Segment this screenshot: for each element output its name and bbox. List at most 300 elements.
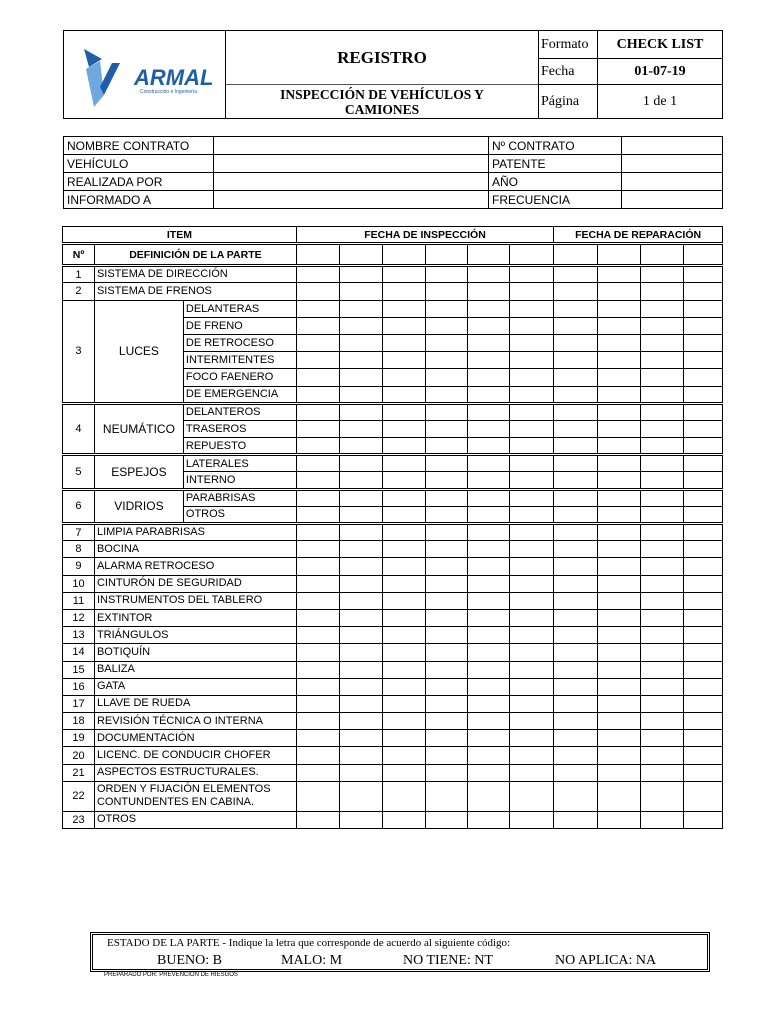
repair-cell[interactable] (683, 266, 722, 283)
repair-cell[interactable] (683, 386, 722, 403)
inspection-cell[interactable] (468, 627, 510, 644)
frecuencia-field[interactable] (622, 191, 723, 209)
repair-cell[interactable] (598, 678, 641, 695)
inspection-cell[interactable] (510, 352, 554, 369)
repair-cell[interactable] (554, 713, 598, 730)
repair-cell[interactable] (641, 524, 684, 541)
inspection-cell[interactable] (382, 334, 425, 351)
inspection-cell[interactable] (468, 781, 510, 811)
repair-cell[interactable] (554, 730, 598, 747)
inspection-cell[interactable] (510, 524, 554, 541)
inspection-cell[interactable] (382, 524, 425, 541)
repair-cell[interactable] (554, 438, 598, 455)
repair-cell[interactable] (641, 300, 684, 317)
repair-cell[interactable] (554, 627, 598, 644)
inspection-cell[interactable] (382, 420, 425, 437)
inspection-cell[interactable] (339, 627, 382, 644)
inspection-cell[interactable] (425, 334, 468, 351)
repair-cell[interactable] (554, 403, 598, 420)
inspection-cell[interactable] (468, 644, 510, 661)
inspection-cell[interactable] (468, 575, 510, 592)
inspection-cell[interactable] (296, 747, 339, 764)
inspection-cell[interactable] (339, 506, 382, 523)
inspection-cell[interactable] (296, 695, 339, 712)
repair-cell[interactable] (598, 811, 641, 828)
inspection-cell[interactable] (425, 472, 468, 489)
repair-cell[interactable] (683, 764, 722, 781)
inspection-cell[interactable] (296, 781, 339, 811)
inspection-cell[interactable] (425, 575, 468, 592)
repair-cell[interactable] (641, 730, 684, 747)
inspection-cell[interactable] (468, 592, 510, 609)
inspection-cell[interactable] (510, 695, 554, 712)
inspection-cell[interactable] (468, 455, 510, 472)
repair-cell[interactable] (641, 266, 684, 283)
inspection-cell[interactable] (339, 266, 382, 283)
patente-field[interactable] (622, 155, 723, 173)
inspection-cell[interactable] (510, 627, 554, 644)
repair-cell[interactable] (598, 781, 641, 811)
inspection-cell[interactable] (510, 472, 554, 489)
repair-cell[interactable] (598, 644, 641, 661)
repair-cell[interactable] (554, 592, 598, 609)
repair-cell[interactable] (598, 489, 641, 506)
inspection-cell[interactable] (296, 403, 339, 420)
inspection-cell[interactable] (296, 334, 339, 351)
inspection-cell[interactable] (425, 747, 468, 764)
inspection-cell[interactable] (382, 592, 425, 609)
inspection-cell[interactable] (382, 438, 425, 455)
inspection-cell[interactable] (296, 592, 339, 609)
repair-cell[interactable] (554, 369, 598, 386)
inspection-cell[interactable] (382, 695, 425, 712)
repair-cell[interactable] (641, 541, 684, 558)
repair-cell[interactable] (554, 811, 598, 828)
repair-cell[interactable] (598, 713, 641, 730)
realizada-por-field[interactable] (214, 173, 489, 191)
ano-field[interactable] (622, 173, 723, 191)
repair-cell[interactable] (554, 420, 598, 437)
inspection-cell[interactable] (510, 747, 554, 764)
repair-cell[interactable] (683, 575, 722, 592)
repair-cell[interactable] (641, 575, 684, 592)
repair-cell[interactable] (554, 644, 598, 661)
inspection-cell[interactable] (339, 369, 382, 386)
inspection-cell[interactable] (468, 283, 510, 300)
inspection-cell[interactable] (468, 609, 510, 626)
repair-cell[interactable] (683, 369, 722, 386)
inspection-cell[interactable] (339, 403, 382, 420)
repair-cell[interactable] (598, 266, 641, 283)
inspection-cell[interactable] (296, 489, 339, 506)
inspection-cell[interactable] (425, 730, 468, 747)
inspection-cell[interactable] (425, 283, 468, 300)
inspection-cell[interactable] (510, 283, 554, 300)
inspection-cell[interactable] (382, 781, 425, 811)
inspection-cell[interactable] (296, 386, 339, 403)
inspection-cell[interactable] (296, 506, 339, 523)
inspection-cell[interactable] (425, 558, 468, 575)
repair-cell[interactable] (554, 781, 598, 811)
inspection-cell[interactable] (382, 266, 425, 283)
inspection-cell[interactable] (296, 317, 339, 334)
inspection-cell[interactable] (425, 627, 468, 644)
repair-cell[interactable] (554, 541, 598, 558)
inspection-cell[interactable] (339, 713, 382, 730)
repair-cell[interactable] (683, 661, 722, 678)
inspection-cell[interactable] (296, 472, 339, 489)
repair-cell[interactable] (554, 386, 598, 403)
inspection-cell[interactable] (510, 455, 554, 472)
inspection-cell[interactable] (425, 420, 468, 437)
inspection-cell[interactable] (382, 283, 425, 300)
inspection-cell[interactable] (382, 575, 425, 592)
repair-cell[interactable] (554, 661, 598, 678)
repair-cell[interactable] (641, 811, 684, 828)
repair-cell[interactable] (598, 438, 641, 455)
inspection-cell[interactable] (425, 403, 468, 420)
inspection-cell[interactable] (296, 713, 339, 730)
repair-cell[interactable] (641, 695, 684, 712)
inspection-cell[interactable] (296, 283, 339, 300)
n-contrato-field[interactable] (622, 137, 723, 155)
inspection-cell[interactable] (510, 678, 554, 695)
inspection-cell[interactable] (339, 764, 382, 781)
inspection-cell[interactable] (339, 300, 382, 317)
inspection-cell[interactable] (339, 609, 382, 626)
repair-cell[interactable] (683, 558, 722, 575)
repair-cell[interactable] (683, 283, 722, 300)
repair-cell[interactable] (683, 334, 722, 351)
inspection-cell[interactable] (425, 455, 468, 472)
repair-cell[interactable] (683, 300, 722, 317)
inspection-cell[interactable] (468, 472, 510, 489)
repair-cell[interactable] (554, 352, 598, 369)
inspection-cell[interactable] (510, 369, 554, 386)
repair-cell[interactable] (683, 811, 722, 828)
inspection-cell[interactable] (425, 678, 468, 695)
repair-cell[interactable] (598, 764, 641, 781)
inspection-cell[interactable] (425, 386, 468, 403)
inspection-cell[interactable] (468, 541, 510, 558)
repair-cell[interactable] (641, 713, 684, 730)
inspection-cell[interactable] (382, 644, 425, 661)
inspection-cell[interactable] (425, 811, 468, 828)
inspection-cell[interactable] (339, 352, 382, 369)
repair-cell[interactable] (598, 627, 641, 644)
inspection-cell[interactable] (339, 420, 382, 437)
repair-cell[interactable] (598, 472, 641, 489)
repair-cell[interactable] (683, 438, 722, 455)
repair-cell[interactable] (554, 266, 598, 283)
repair-cell[interactable] (554, 455, 598, 472)
inspection-cell[interactable] (425, 317, 468, 334)
repair-cell[interactable] (683, 524, 722, 541)
inspection-cell[interactable] (339, 558, 382, 575)
inspection-cell[interactable] (382, 609, 425, 626)
repair-cell[interactable] (683, 506, 722, 523)
inspection-cell[interactable] (339, 283, 382, 300)
repair-cell[interactable] (641, 369, 684, 386)
inspection-cell[interactable] (425, 300, 468, 317)
inspection-cell[interactable] (382, 352, 425, 369)
inspection-cell[interactable] (339, 524, 382, 541)
inspection-cell[interactable] (468, 764, 510, 781)
inspection-cell[interactable] (382, 386, 425, 403)
inspection-cell[interactable] (382, 661, 425, 678)
inspection-cell[interactable] (382, 506, 425, 523)
inspection-cell[interactable] (382, 300, 425, 317)
repair-cell[interactable] (641, 334, 684, 351)
inspection-cell[interactable] (339, 730, 382, 747)
repair-cell[interactable] (554, 747, 598, 764)
inspection-cell[interactable] (339, 811, 382, 828)
repair-cell[interactable] (598, 524, 641, 541)
inspection-cell[interactable] (510, 403, 554, 420)
inspection-cell[interactable] (382, 764, 425, 781)
inspection-cell[interactable] (468, 678, 510, 695)
inspection-cell[interactable] (468, 300, 510, 317)
vehiculo-field[interactable] (214, 155, 489, 173)
repair-cell[interactable] (554, 489, 598, 506)
repair-cell[interactable] (641, 627, 684, 644)
inspection-cell[interactable] (425, 609, 468, 626)
repair-cell[interactable] (683, 678, 722, 695)
inspection-cell[interactable] (510, 438, 554, 455)
inspection-cell[interactable] (510, 644, 554, 661)
repair-cell[interactable] (554, 317, 598, 334)
inspection-cell[interactable] (382, 811, 425, 828)
inspection-cell[interactable] (510, 730, 554, 747)
repair-cell[interactable] (683, 644, 722, 661)
inspection-cell[interactable] (425, 764, 468, 781)
inspection-cell[interactable] (339, 575, 382, 592)
repair-cell[interactable] (683, 781, 722, 811)
inspection-cell[interactable] (425, 661, 468, 678)
repair-cell[interactable] (683, 541, 722, 558)
inspection-cell[interactable] (425, 541, 468, 558)
inspection-cell[interactable] (425, 266, 468, 283)
inspection-cell[interactable] (296, 369, 339, 386)
repair-cell[interactable] (554, 524, 598, 541)
inspection-cell[interactable] (468, 334, 510, 351)
inspection-cell[interactable] (468, 747, 510, 764)
inspection-cell[interactable] (339, 386, 382, 403)
inspection-cell[interactable] (510, 764, 554, 781)
inspection-cell[interactable] (296, 575, 339, 592)
inspection-cell[interactable] (468, 811, 510, 828)
inspection-cell[interactable] (382, 472, 425, 489)
inspection-cell[interactable] (296, 420, 339, 437)
inspection-cell[interactable] (382, 627, 425, 644)
inspection-cell[interactable] (510, 609, 554, 626)
repair-cell[interactable] (598, 541, 641, 558)
inspection-cell[interactable] (510, 811, 554, 828)
inspection-cell[interactable] (425, 644, 468, 661)
repair-cell[interactable] (683, 317, 722, 334)
inspection-cell[interactable] (296, 558, 339, 575)
inspection-cell[interactable] (468, 386, 510, 403)
inspection-cell[interactable] (382, 730, 425, 747)
repair-cell[interactable] (683, 352, 722, 369)
inspection-cell[interactable] (382, 541, 425, 558)
repair-cell[interactable] (641, 472, 684, 489)
inspection-cell[interactable] (425, 781, 468, 811)
inspection-cell[interactable] (339, 455, 382, 472)
inspection-cell[interactable] (296, 541, 339, 558)
repair-cell[interactable] (598, 730, 641, 747)
inspection-cell[interactable] (339, 695, 382, 712)
repair-cell[interactable] (641, 558, 684, 575)
repair-cell[interactable] (598, 558, 641, 575)
repair-cell[interactable] (641, 420, 684, 437)
inspection-cell[interactable] (468, 403, 510, 420)
inspection-cell[interactable] (296, 352, 339, 369)
inspection-cell[interactable] (510, 266, 554, 283)
inspection-cell[interactable] (510, 575, 554, 592)
repair-cell[interactable] (641, 386, 684, 403)
inspection-cell[interactable] (510, 317, 554, 334)
inspection-cell[interactable] (296, 678, 339, 695)
repair-cell[interactable] (598, 283, 641, 300)
inspection-cell[interactable] (382, 403, 425, 420)
inspection-cell[interactable] (339, 438, 382, 455)
inspection-cell[interactable] (382, 678, 425, 695)
inspection-cell[interactable] (468, 317, 510, 334)
inspection-cell[interactable] (510, 558, 554, 575)
repair-cell[interactable] (683, 713, 722, 730)
repair-cell[interactable] (641, 317, 684, 334)
inspection-cell[interactable] (296, 627, 339, 644)
inspection-cell[interactable] (382, 455, 425, 472)
repair-cell[interactable] (683, 489, 722, 506)
repair-cell[interactable] (641, 592, 684, 609)
repair-cell[interactable] (641, 747, 684, 764)
inspection-cell[interactable] (296, 661, 339, 678)
repair-cell[interactable] (641, 506, 684, 523)
nombre-contrato-field[interactable] (214, 137, 489, 155)
inspection-cell[interactable] (468, 369, 510, 386)
inspection-cell[interactable] (510, 300, 554, 317)
repair-cell[interactable] (554, 558, 598, 575)
repair-cell[interactable] (641, 764, 684, 781)
inspection-cell[interactable] (339, 661, 382, 678)
inspection-cell[interactable] (339, 781, 382, 811)
repair-cell[interactable] (598, 369, 641, 386)
inspection-cell[interactable] (425, 695, 468, 712)
repair-cell[interactable] (641, 438, 684, 455)
repair-cell[interactable] (598, 661, 641, 678)
repair-cell[interactable] (598, 609, 641, 626)
inspection-cell[interactable] (296, 438, 339, 455)
inspection-cell[interactable] (510, 506, 554, 523)
inspection-cell[interactable] (510, 386, 554, 403)
inspection-cell[interactable] (425, 438, 468, 455)
repair-cell[interactable] (641, 283, 684, 300)
inspection-cell[interactable] (510, 713, 554, 730)
inspection-cell[interactable] (468, 730, 510, 747)
repair-cell[interactable] (641, 609, 684, 626)
inspection-cell[interactable] (468, 558, 510, 575)
repair-cell[interactable] (641, 678, 684, 695)
inspection-cell[interactable] (339, 644, 382, 661)
repair-cell[interactable] (641, 455, 684, 472)
inspection-cell[interactable] (339, 541, 382, 558)
inspection-cell[interactable] (468, 661, 510, 678)
inspection-cell[interactable] (425, 524, 468, 541)
repair-cell[interactable] (598, 386, 641, 403)
repair-cell[interactable] (554, 300, 598, 317)
repair-cell[interactable] (554, 283, 598, 300)
inspection-cell[interactable] (296, 609, 339, 626)
inspection-cell[interactable] (339, 489, 382, 506)
inspection-cell[interactable] (382, 713, 425, 730)
repair-cell[interactable] (554, 609, 598, 626)
inspection-cell[interactable] (468, 506, 510, 523)
inspection-cell[interactable] (296, 524, 339, 541)
inspection-cell[interactable] (425, 592, 468, 609)
informado-a-field[interactable] (214, 191, 489, 209)
inspection-cell[interactable] (425, 506, 468, 523)
inspection-cell[interactable] (382, 489, 425, 506)
repair-cell[interactable] (683, 747, 722, 764)
inspection-cell[interactable] (296, 644, 339, 661)
inspection-cell[interactable] (296, 300, 339, 317)
repair-cell[interactable] (683, 403, 722, 420)
inspection-cell[interactable] (468, 695, 510, 712)
repair-cell[interactable] (641, 489, 684, 506)
inspection-cell[interactable] (468, 489, 510, 506)
inspection-cell[interactable] (510, 420, 554, 437)
inspection-cell[interactable] (339, 747, 382, 764)
repair-cell[interactable] (554, 472, 598, 489)
inspection-cell[interactable] (339, 592, 382, 609)
repair-cell[interactable] (598, 747, 641, 764)
repair-cell[interactable] (683, 627, 722, 644)
repair-cell[interactable] (598, 506, 641, 523)
repair-cell[interactable] (683, 730, 722, 747)
inspection-cell[interactable] (296, 455, 339, 472)
inspection-cell[interactable] (425, 369, 468, 386)
repair-cell[interactable] (598, 403, 641, 420)
inspection-cell[interactable] (468, 438, 510, 455)
repair-cell[interactable] (598, 352, 641, 369)
repair-cell[interactable] (641, 781, 684, 811)
repair-cell[interactable] (598, 575, 641, 592)
repair-cell[interactable] (598, 300, 641, 317)
repair-cell[interactable] (641, 352, 684, 369)
inspection-cell[interactable] (382, 369, 425, 386)
repair-cell[interactable] (641, 644, 684, 661)
repair-cell[interactable] (598, 695, 641, 712)
inspection-cell[interactable] (510, 334, 554, 351)
inspection-cell[interactable] (339, 472, 382, 489)
inspection-cell[interactable] (510, 541, 554, 558)
inspection-cell[interactable] (382, 558, 425, 575)
inspection-cell[interactable] (425, 352, 468, 369)
inspection-cell[interactable] (510, 661, 554, 678)
inspection-cell[interactable] (510, 489, 554, 506)
repair-cell[interactable] (683, 695, 722, 712)
repair-cell[interactable] (683, 472, 722, 489)
inspection-cell[interactable] (382, 317, 425, 334)
inspection-cell[interactable] (382, 747, 425, 764)
repair-cell[interactable] (641, 403, 684, 420)
repair-cell[interactable] (598, 334, 641, 351)
repair-cell[interactable] (598, 592, 641, 609)
inspection-cell[interactable] (510, 781, 554, 811)
inspection-cell[interactable] (296, 764, 339, 781)
